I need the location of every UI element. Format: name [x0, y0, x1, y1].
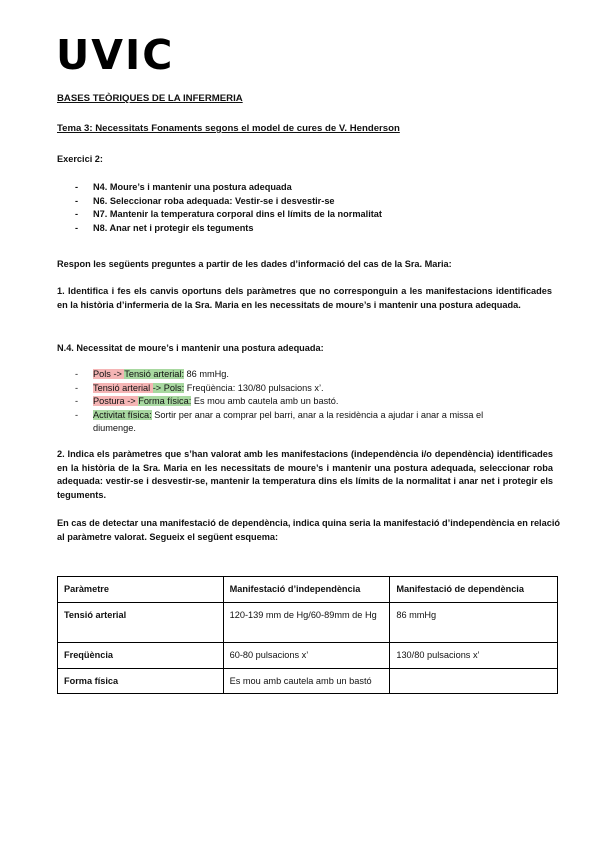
list-item: - Tensió arterial -> Pols: Freqüència: 130/80 pulsacions x’. — [75, 382, 324, 393]
need-n8: N8. Anar net i protegir els teguments — [93, 222, 254, 233]
table-cell: Freqüència — [58, 643, 224, 669]
list-item: - Postura -> Forma física: Es mou amb cautela amb un bastó. — [75, 396, 339, 406]
table-cell — [390, 669, 558, 694]
table-cell: 60-80 pulsacions x’ — [223, 643, 390, 669]
new-parameter: Activitat física: — [93, 409, 152, 420]
correction-value: Freqüència: 130/80 pulsacions x’. — [184, 382, 324, 393]
arrow: -> — [127, 396, 139, 406]
question-2-number: 2. — [57, 449, 65, 459]
correction-value: Es mou amb cautela amb un bastó. — [191, 396, 339, 406]
question-2-text: Indica els paràmetres que s’han valorat amb les manifestacions (independència i/o dependència) identificades en la història de la Sra. Maria en les necessitats de moure’s i mantenir una postura adequada, seleccionar roba adequada: vestir-se i desvestir-se, mantenir la temperatura dins els límits de la normalitat i anar net i protegir els teguments. — [57, 449, 553, 500]
arrow: -> — [152, 382, 164, 393]
logo-text: UVIC — [56, 31, 175, 79]
list-item: - Activitat física: Sortir per anar a comprar pel barri, anar a la residència a ajudar i anar a missa el diumenge. — [75, 409, 484, 433]
header-cell: Manifestació de dependència — [390, 577, 558, 603]
table-cell: 86 mmHg — [390, 603, 558, 643]
correction-value: 86 mmHg. — [184, 369, 229, 379]
exercise-label: Exercici 2: — [57, 154, 103, 164]
parameters-table — [57, 576, 558, 694]
uvic-logo — [56, 31, 175, 79]
list-item: - N7. Mantenir la temperatura corporal dins el límits de la normalitat — [75, 209, 382, 219]
table-row — [58, 669, 558, 694]
paragraph-3: En cas de detectar una manifestació de dependència, indica quina seria la manifestació d’independència en relació al paràmetre valorat. Segueix el següent esquema: — [57, 518, 560, 542]
question-1-text: Identifica i fes els canvis oportuns dels paràmetres que no corresponguin a les manifestacions identificades en la història d’infermeria de la Sra. Maria en les necessitats de moure’s i mantenir una postura adequada. — [57, 286, 552, 310]
new-parameter: Forma física: — [138, 396, 192, 406]
table-cell: 120-139 mm de Hg/60-89mm de Hg — [223, 603, 390, 643]
new-parameter: Pols: — [163, 382, 185, 393]
list-item: - Pols -> Tensió arterial: 86 mmHg. — [75, 369, 229, 379]
n4-heading: N.4. Necessitat de moure’s i mantenir una postura adequada: — [57, 343, 324, 353]
course-title: BASES TEÒRIQUES DE LA INFERMERIA — [57, 93, 243, 104]
table-cell: Tensió arterial — [58, 603, 224, 643]
topic-title: Tema 3: Necessitats Fonaments segons el model de cures de V. Henderson — [57, 123, 400, 134]
need-n6: N6. Seleccionar roba adequada: Vestir-se i desvestir-se — [93, 195, 335, 206]
table-cell: 130/80 pulsacions x’ — [390, 643, 558, 669]
old-parameter: Postura — [93, 396, 128, 406]
table-cell: Forma física — [58, 669, 224, 694]
instruction: Respon les següents preguntes a partir de les dades d’informació del cas de la Sra. Maria: — [57, 259, 452, 269]
question-1-number: 1. — [57, 286, 65, 296]
header-cell: Manifestació d’independència — [223, 577, 390, 603]
old-parameter: Pols — [93, 369, 114, 379]
question-2 — [57, 448, 553, 502]
table-row — [58, 603, 558, 643]
needs-list — [75, 181, 382, 235]
list-item: - N4. Moure’s i mantenir una postura adequada — [75, 182, 292, 192]
question-1 — [57, 285, 552, 312]
table-header-row — [58, 577, 558, 603]
need-n4: N4. Moure’s i mantenir una postura adequada — [93, 182, 292, 192]
correction-value: Sortir per anar a comprar pel barri, anar a la residència a ajudar i anar a missa el — [151, 409, 484, 420]
list-item: - N8. Anar net i protegir els teguments — [75, 222, 254, 233]
table-cell: Es mou amb cautela amb un bastó — [223, 669, 390, 694]
table-row — [58, 643, 558, 669]
old-parameter: Tensió arterial — [93, 382, 153, 393]
header-cell: Paràmetre — [58, 577, 224, 603]
arrow: -> — [113, 369, 125, 379]
correction-value-cont: diumenge. — [93, 423, 136, 433]
corrections-list — [75, 368, 553, 436]
need-n7: N7. Mantenir la temperatura corporal dins el límits de la normalitat — [93, 209, 382, 219]
list-item: - N6. Seleccionar roba adequada: Vestir-se i desvestir-se — [75, 195, 335, 206]
new-parameter: Tensió arterial: — [124, 369, 184, 379]
